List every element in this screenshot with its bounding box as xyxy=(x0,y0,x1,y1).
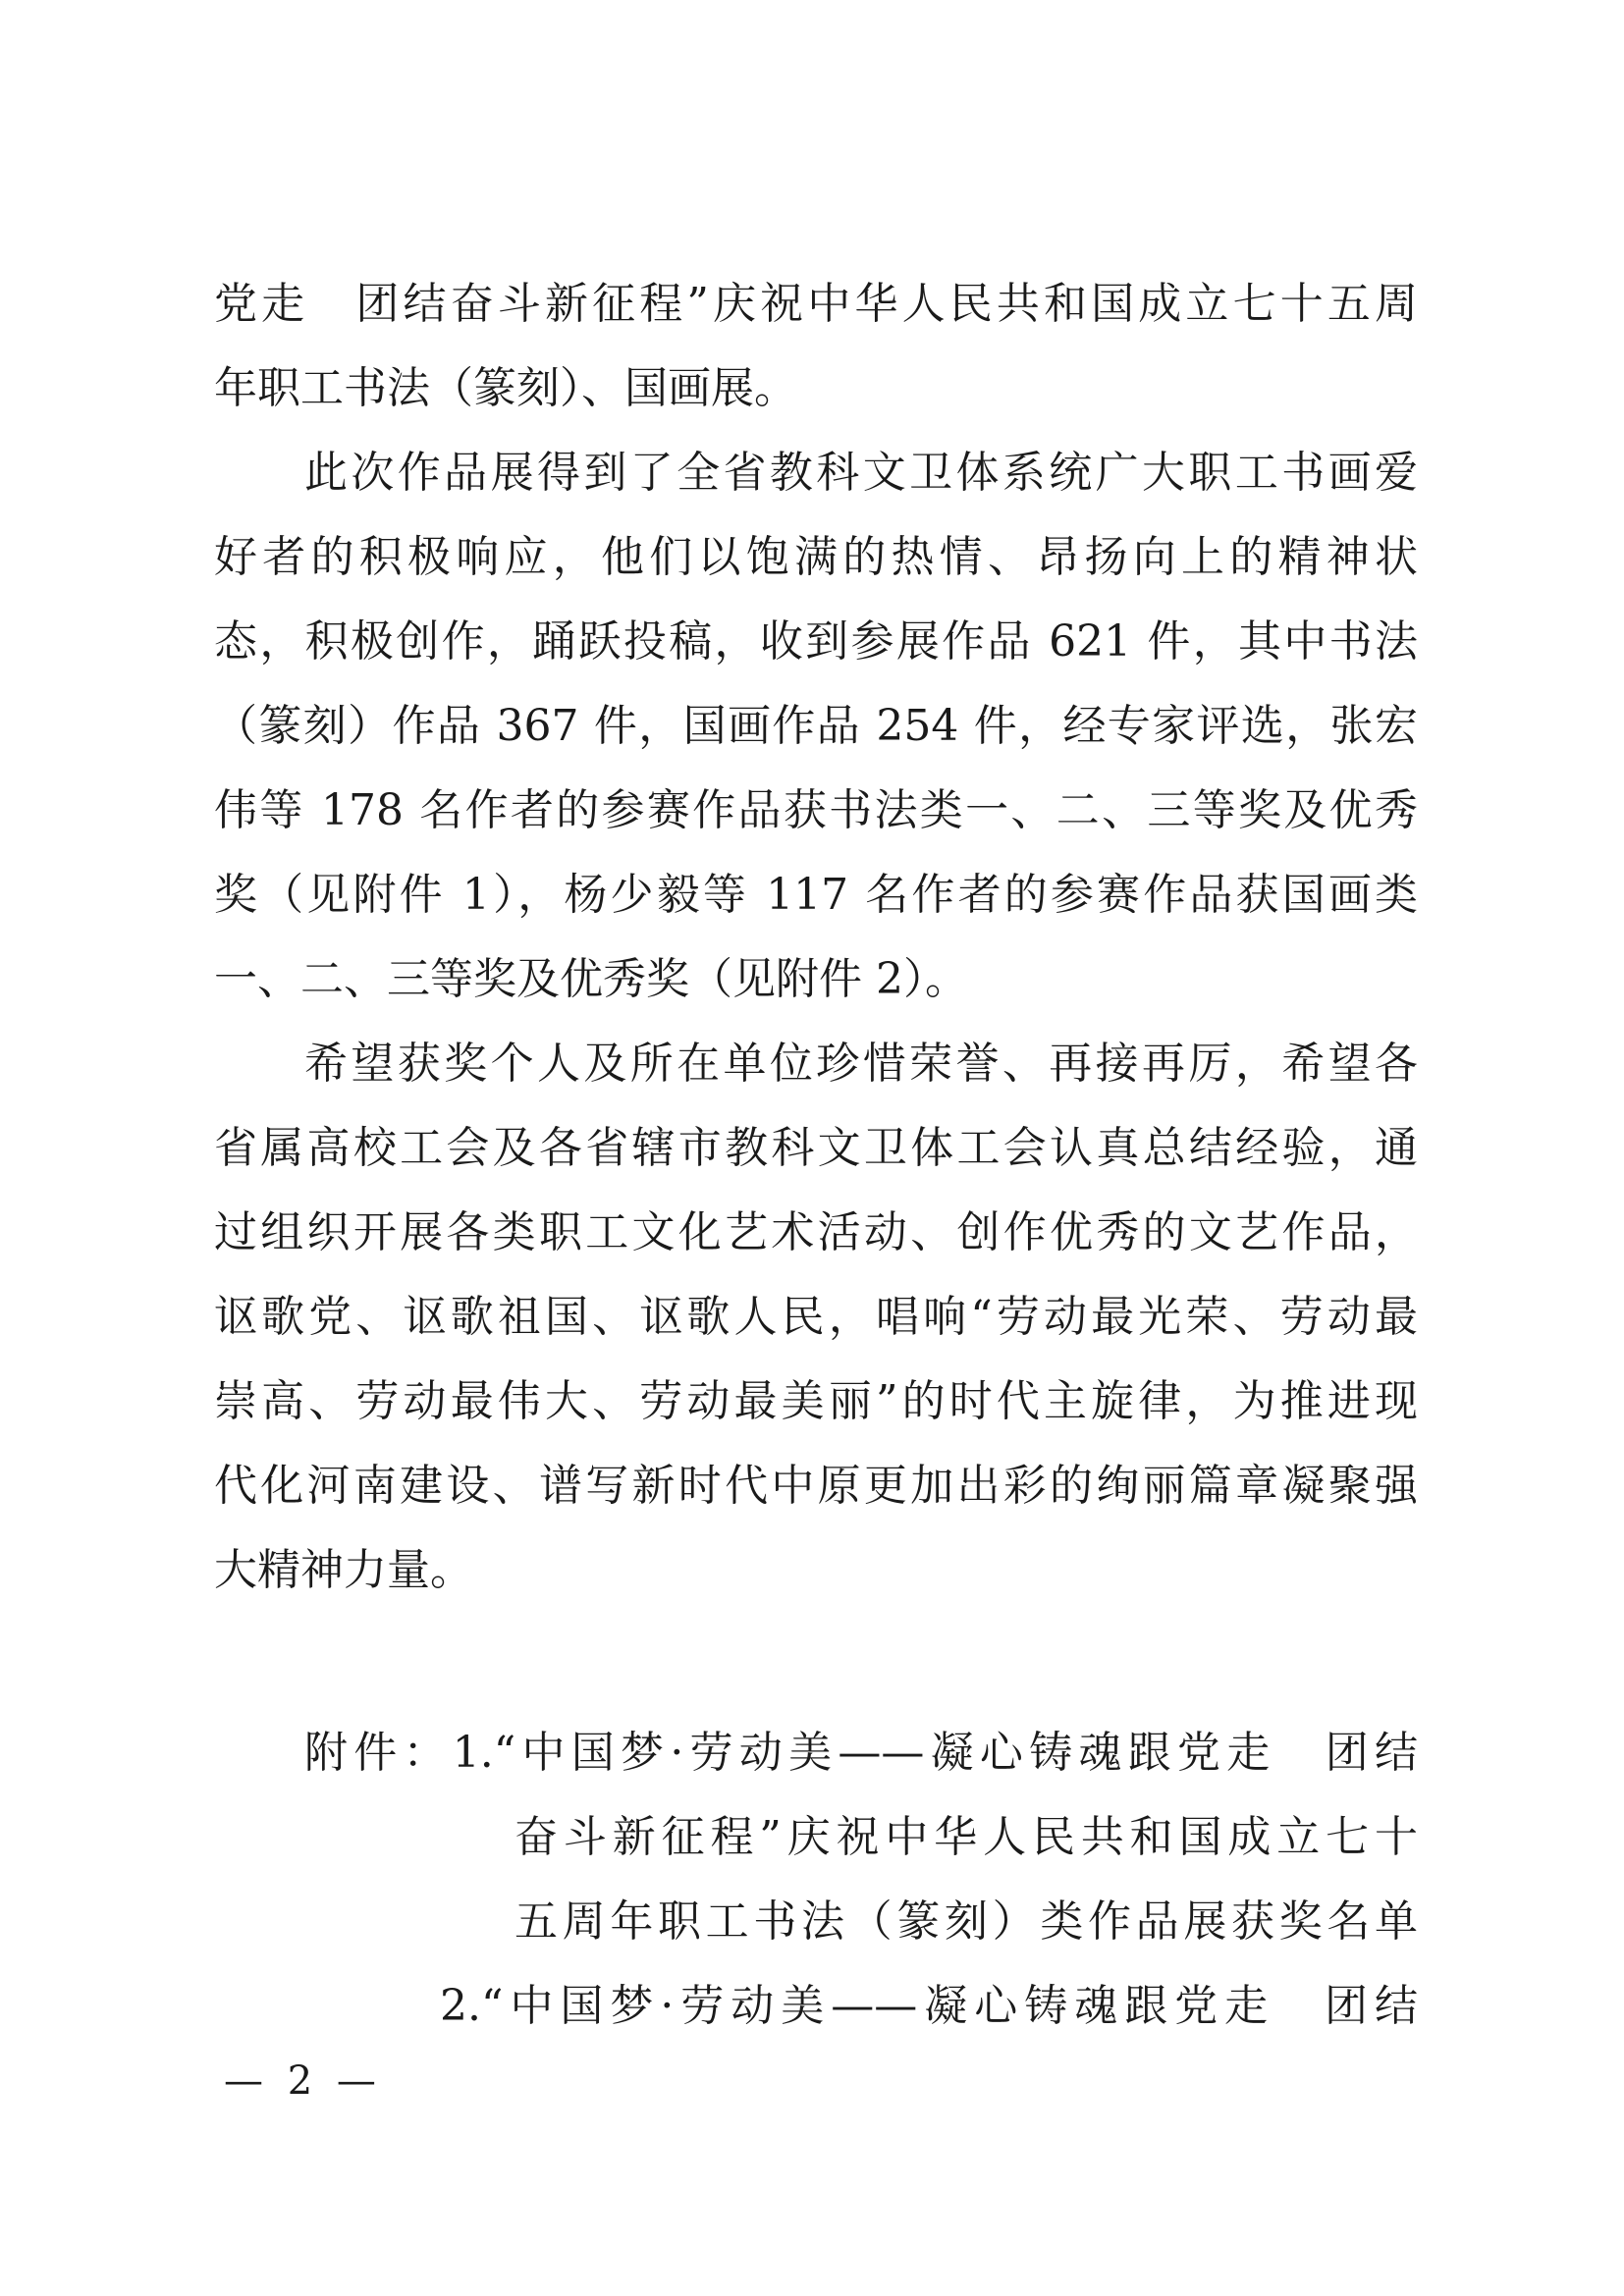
paragraph-2-line-7: 一、二、三等奖及优秀奖（见附件 2）。 xyxy=(214,954,968,1004)
paragraph-2-line-3: 态，积极创作，踊跃投稿，收到参展作品 621 件，其中书法 xyxy=(214,616,1418,667)
paragraph-3-line-4: 讴歌党、讴歌祖国、讴歌人民，唱响“劳动最光荣、劳动最 xyxy=(214,1292,1418,1342)
paragraph-3-line-2: 省属高校工会及各省辖市教科文卫体工会认真总结经验，通 xyxy=(214,1123,1418,1173)
paragraph-3-line-1: 希望获奖个人及所在单位珍惜荣誉、再接再厉，希望各 xyxy=(304,1039,1418,1089)
attachment-1-line-3: 五周年职工书法（篆刻）类作品展获奖名单 xyxy=(514,1896,1418,1947)
paragraph-3-line-6: 代化河南建设、谱写新时代中原更加出彩的绚丽篇章凝聚强 xyxy=(214,1461,1418,1511)
attachment-label-line: 附件：1.“中国梦·劳动美——凝心铸魂跟党走 团结 xyxy=(304,1728,1418,1778)
paragraph-3-line-7: 大精神力量。 xyxy=(214,1545,473,1595)
paragraph-1-line-1: 党走 团结奋斗新征程”庆祝中华人民共和国成立七十五周 xyxy=(214,279,1418,329)
page-number: — 2 — xyxy=(224,2058,382,2104)
paragraph-2-line-1: 此次作品展得到了全省教科文卫体系统广大职工书画爱 xyxy=(304,448,1418,498)
paragraph-2-line-6: 奖（见附件 1），杨少毅等 117 名作者的参赛作品获国画类 xyxy=(214,870,1418,920)
paragraph-2-line-5: 伟等 178 名作者的参赛作品获书法类一、二、三等奖及优秀 xyxy=(214,785,1418,835)
paragraph-2-line-4: （篆刻）作品 367 件，国画作品 254 件，经专家评选，张宏 xyxy=(214,701,1418,751)
paragraph-1-line-2: 年职工书法（篆刻）、国画展。 xyxy=(214,363,797,413)
attachment-2-line-1: 2.“中国梦·劳动美——凝心铸魂跟党走 团结 xyxy=(440,1981,1418,2031)
paragraph-3-line-5: 崇高、劳动最伟大、劳动最美丽”的时代主旋律，为推进现 xyxy=(214,1376,1418,1426)
attachment-1-line-2: 奋斗新征程”庆祝中华人民共和国成立七十 xyxy=(514,1812,1418,1862)
paragraph-2-line-2: 好者的积极响应，他们以饱满的热情、昂扬向上的精神状 xyxy=(214,532,1418,582)
paragraph-3-line-3: 过组织开展各类职工文化艺术活动、创作优秀的文艺作品， xyxy=(214,1207,1418,1257)
